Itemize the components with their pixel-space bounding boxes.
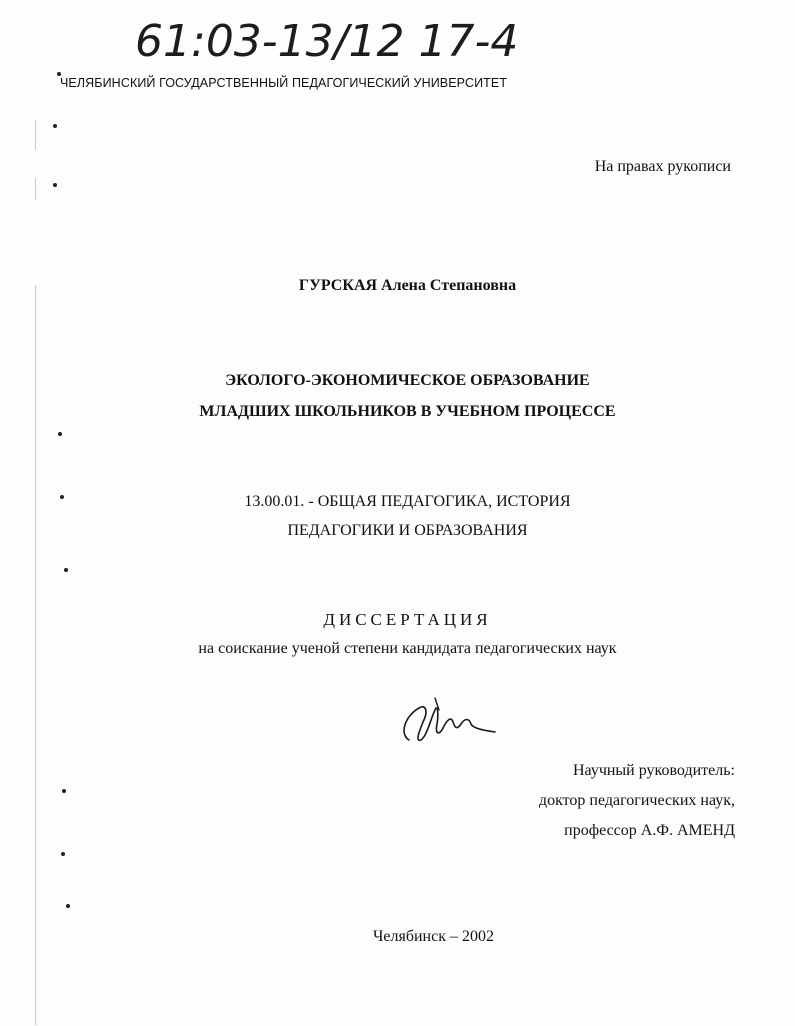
document-type: ДИССЕРТАЦИЯ [323, 610, 492, 629]
scan-edge-line [35, 178, 36, 200]
specialty-line-1: 13.00.01. - ОБЩАЯ ПЕДАГОГИКА, ИСТОРИЯ [244, 493, 571, 510]
city-year: Челябинск – 2002 [373, 928, 494, 945]
university-name: ЧЕЛЯБИНСКИЙ ГОСУДАРСТВЕННЫЙ ПЕДАГОГИЧЕСКИЙ УНИВЕРСИТЕТ [60, 76, 508, 90]
degree-line: на соискание ученой степени кандидата педагогических наук [198, 640, 617, 657]
scan-mark [66, 904, 70, 908]
signature [395, 690, 515, 750]
rights-note: На правах рукописи [594, 158, 731, 175]
scan-mark [53, 183, 57, 187]
scan-mark [58, 432, 62, 436]
supervisor-degree: доктор педагогических наук, [538, 792, 735, 809]
specialty-line-2: ПЕДАГОГИКИ И ОБРАЗОВАНИЯ [287, 522, 528, 539]
scan-mark [53, 124, 57, 128]
author-name: ГУРСКАЯ Алена Степановна [298, 277, 517, 294]
title-line-2: МЛАДШИХ ШКОЛЬНИКОВ В УЧЕБНОМ ПРОЦЕССЕ [199, 403, 616, 420]
scan-edge-line [35, 120, 36, 150]
handwritten-code-text: 61:03-13/12 17-4 [135, 16, 519, 67]
scan-mark [62, 789, 66, 793]
scan-mark [64, 568, 68, 572]
handwritten-code [135, 8, 555, 70]
supervisor-name: профессор А.Ф. АМЕНД [564, 822, 735, 839]
supervisor-label: Научный руководитель: [572, 762, 735, 779]
scan-mark [61, 852, 65, 856]
title-line-1: ЭКОЛОГО-ЭКОНОМИЧЕСКОЕ ОБРАЗОВАНИЕ [225, 372, 590, 389]
